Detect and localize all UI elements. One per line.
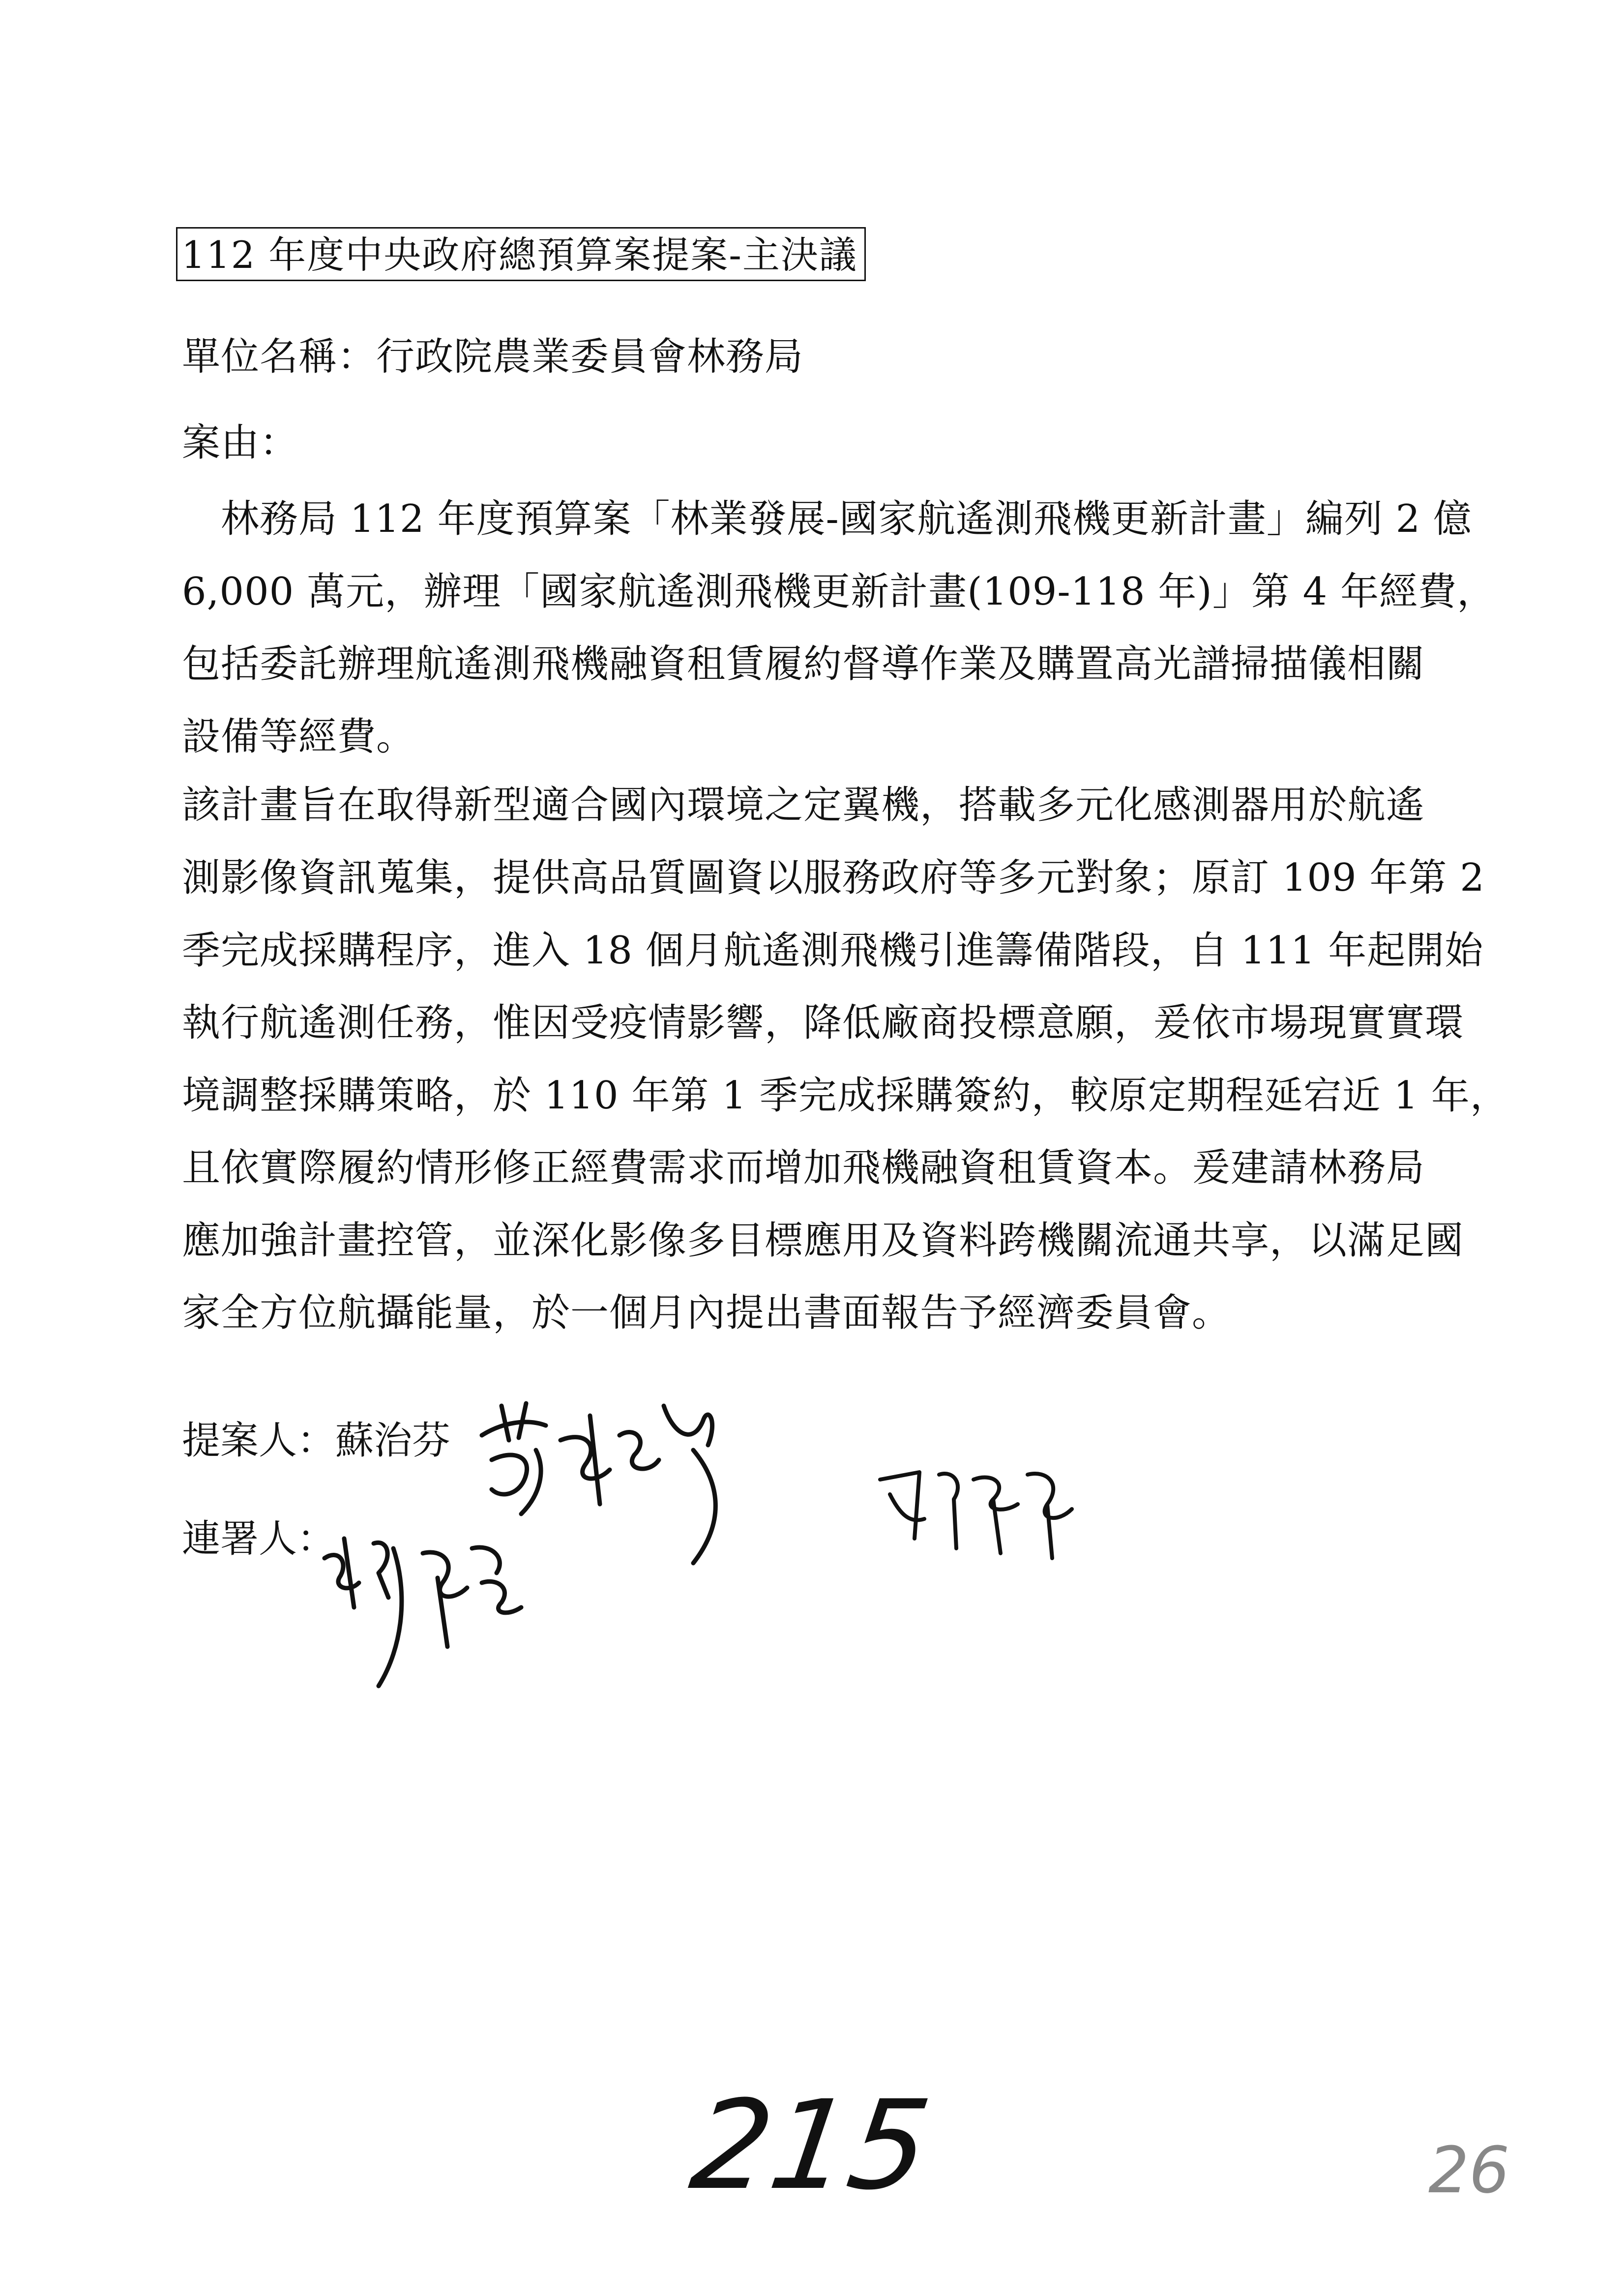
reason-line: 包括委託辦理航遙測飛機融資租賃履約督導作業及購置高光譜掃描儀相關 — [182, 642, 1425, 686]
proposer-label: 提案人：蘇治芬 — [182, 1419, 451, 1463]
cosigner-label: 連署人： — [182, 1517, 336, 1561]
reason-line: 測影像資訊蒐集，提供高品質圖資以服務政府等多元對象；原訂 109 年第 2 — [182, 856, 1485, 900]
cosigner-signature — [315, 1519, 570, 1706]
reason-line: 執行航遙測任務，惟因受疫情影響，降低廠商投標意願，爰依市場現實實環 — [182, 1001, 1464, 1045]
reason-line: 應加強計畫控管，並深化影像多目標應用及資料跨機關流通共享，以滿足國 — [182, 1219, 1464, 1263]
reason-line: 該計畫旨在取得新型適合國內環境之定翼機，搭載多元化感測器用於航遙 — [182, 783, 1425, 827]
reason-line: 家全方位航攝能量，於一個月內提出書面報告予經濟委員會。 — [182, 1291, 1231, 1335]
page-mark: 26 — [1428, 2133, 1510, 2208]
reason-label: 案由： — [182, 421, 299, 465]
document-title: 112 年度中央政府總預算案提案-主決議 — [176, 227, 866, 281]
page-number: 215 — [683, 2074, 938, 2217]
reason-line: 季完成採購程序，進入 18 個月航遙測飛機引進籌備階段，自 111 年起開始 — [182, 929, 1484, 973]
cosigner-signature — [870, 1450, 1096, 1568]
reason-line: 設備等經費。 — [182, 715, 415, 759]
reason-line: 境調整採購策略，於 110 年第 1 季完成採購簽約，較原定期程延宕近 1 年， — [182, 1074, 1509, 1118]
reason-line: 6,000 萬元，辦理「國家航遙測飛機更新計畫(109-118 年)」第 4 年經費， — [182, 570, 1496, 614]
reason-line: 林務局 112 年度預算案「林業發展-國家航遙測飛機更新計畫」編列 2 億 — [182, 497, 1473, 541]
reason-line: 且依實際履約情形修正經費需求而增加飛機融資租賃資本。爰建請林務局 — [182, 1146, 1425, 1190]
unit-name: 單位名稱：行政院農業委員會林務局 — [182, 335, 804, 379]
